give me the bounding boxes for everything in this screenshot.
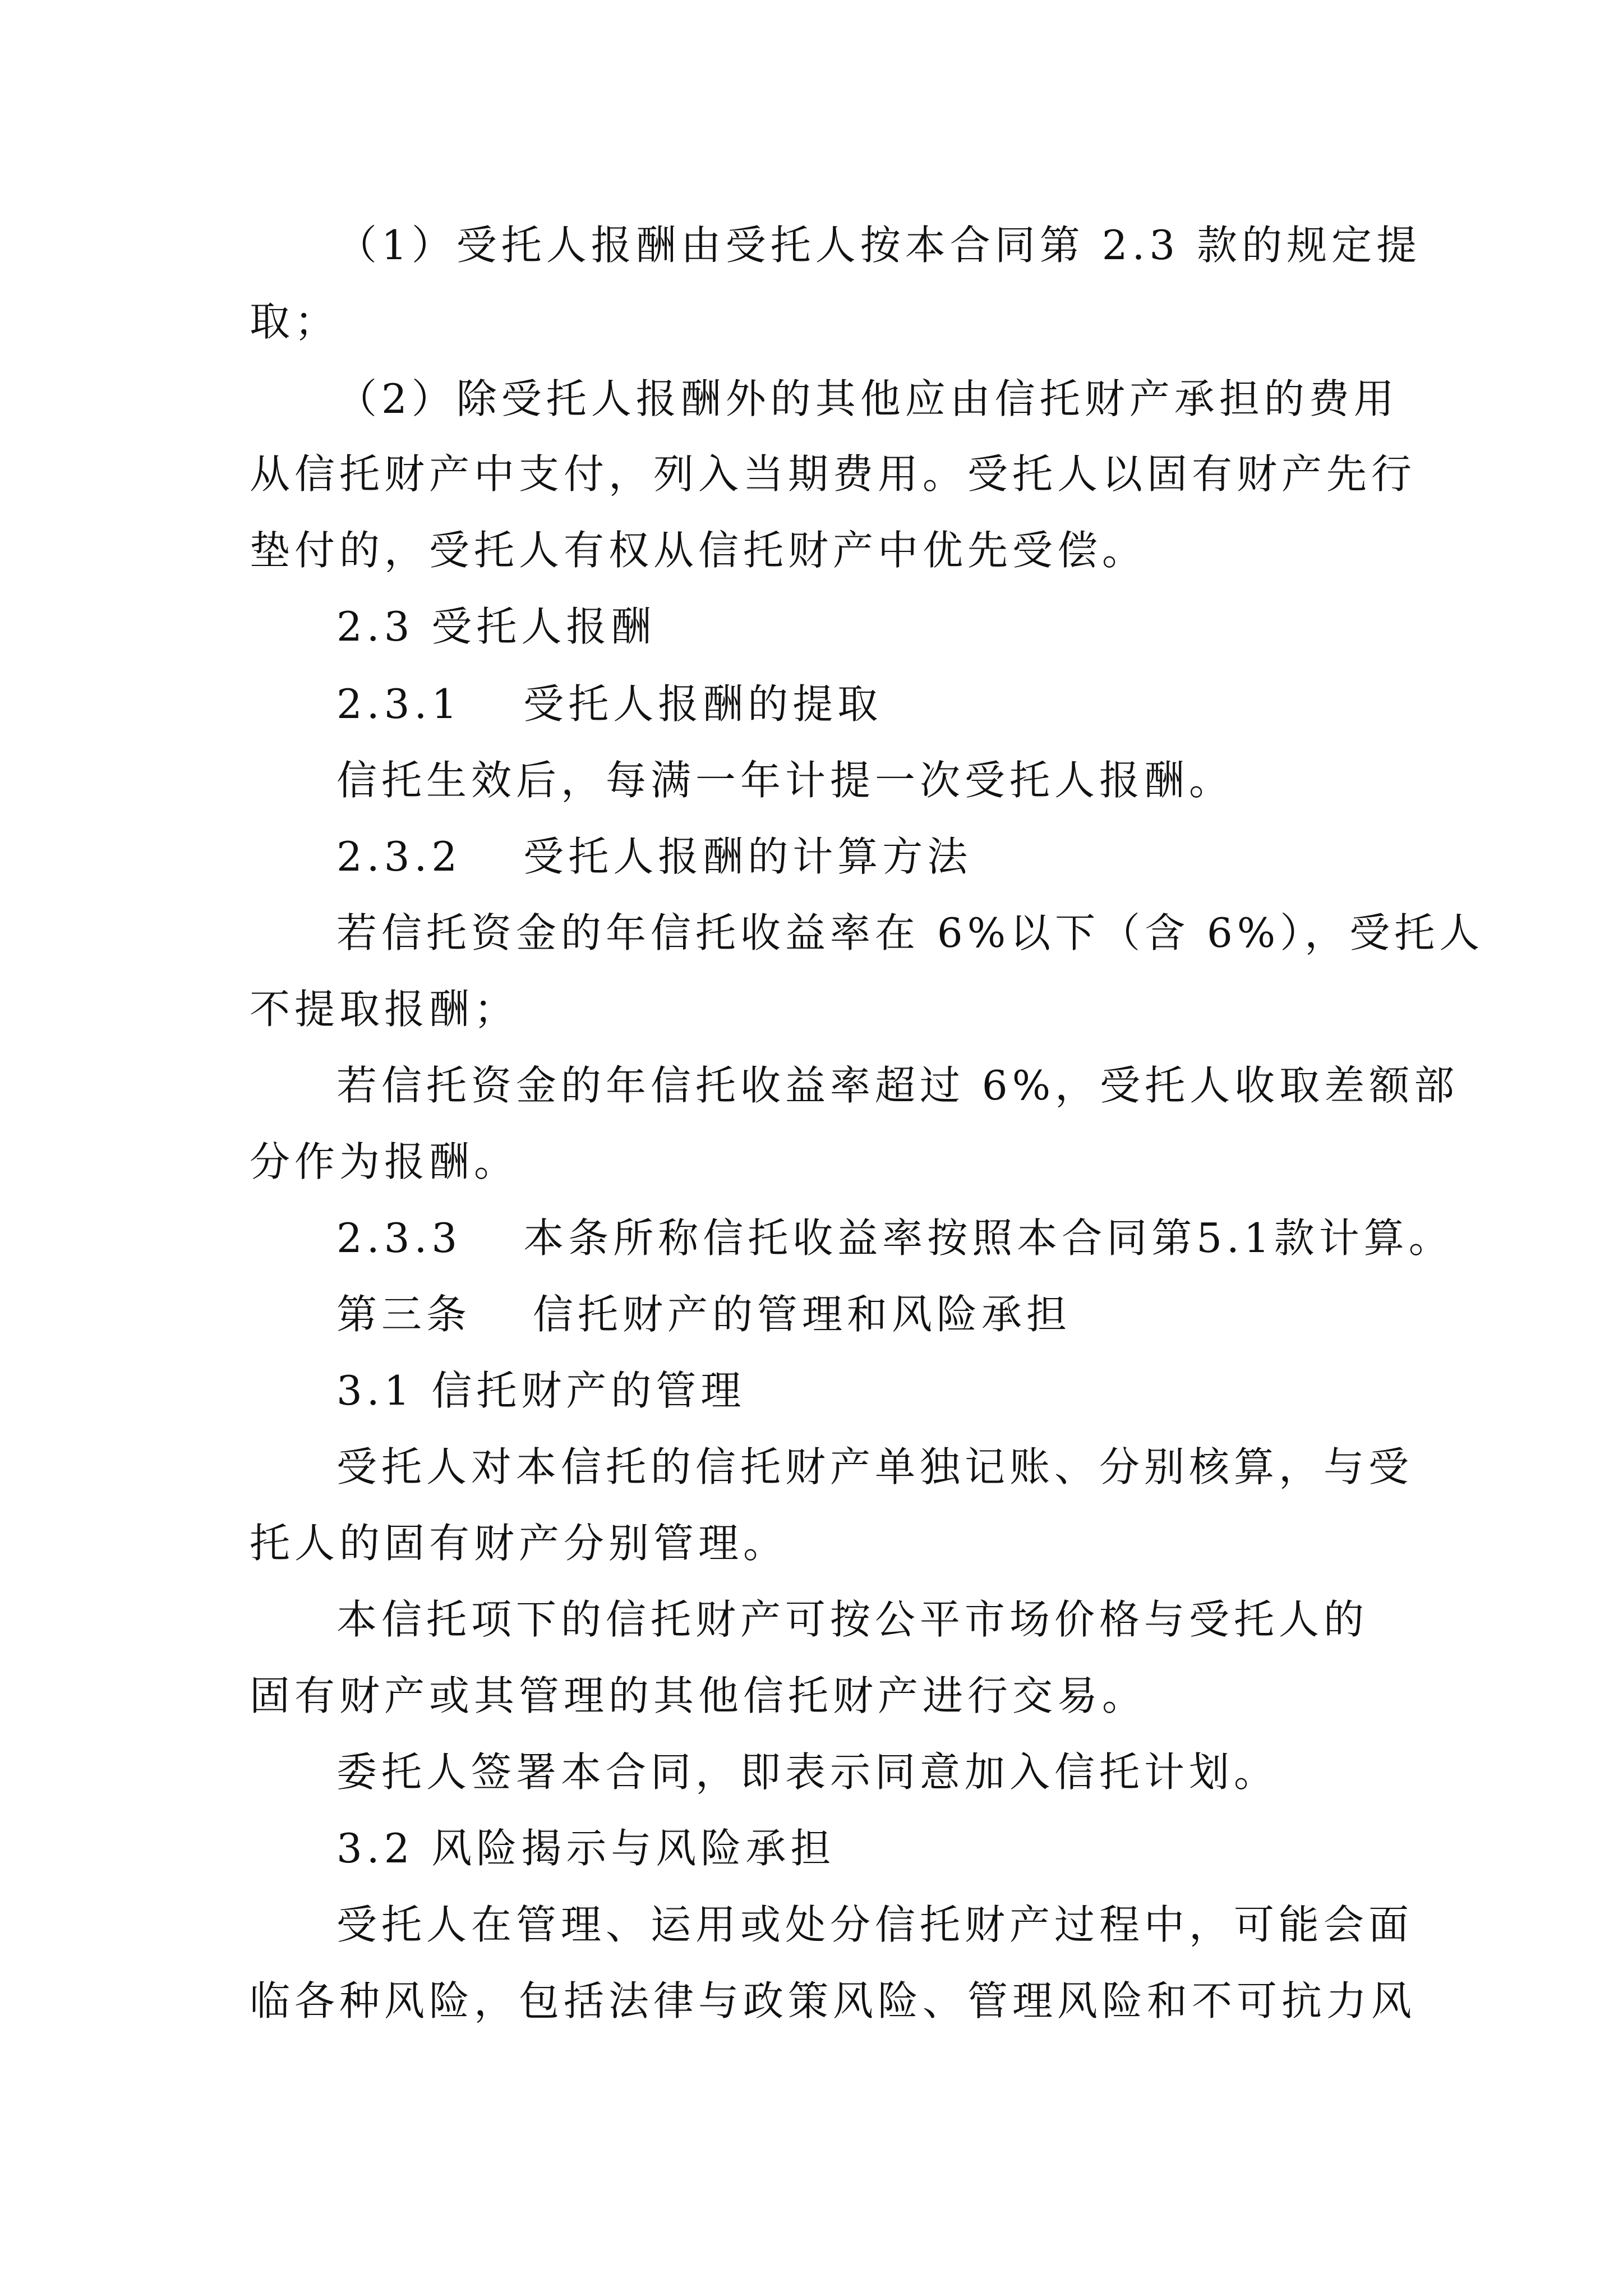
paragraph-line: 分作为报酬。 bbox=[250, 1138, 519, 1185]
paragraph-line: 固有财产或其管理的其他信托财产进行交易。 bbox=[250, 1672, 1147, 1719]
paragraph-line: 从信托财产中支付，列入当期费用。受托人以固有财产先行 bbox=[250, 450, 1417, 498]
paragraph-line: 不提取报酬； bbox=[250, 986, 519, 1033]
article-number: 第三条 bbox=[336, 1291, 472, 1338]
subsection-title: 受托人报酬的计算方法 bbox=[523, 833, 972, 880]
paragraph-line: 受托人对本信托的信托财产单独记账、分别核算，与受 bbox=[336, 1443, 1414, 1490]
paragraph-line: 信托生效后，每满一年计提一次受托人报酬。 bbox=[336, 757, 1234, 804]
paragraph-line: （1）受托人报酬由受托人按本合同第 2.3 款的规定提 bbox=[336, 222, 1422, 269]
subsection-number: 2.3.2 bbox=[336, 833, 462, 880]
section-heading: 2.3 受托人报酬 bbox=[336, 603, 656, 650]
subsection-number: 2.3.3 bbox=[336, 1214, 462, 1262]
paragraph-line: 取； bbox=[250, 298, 340, 345]
paragraph-line: 若信托资金的年信托收益率超过 6%，受托人收取差额部 bbox=[336, 1062, 1459, 1109]
paragraph-line: 受托人在管理、运用或处分信托财产过程中，可能会面 bbox=[336, 1901, 1414, 1948]
subsection-number: 2.3.1 bbox=[336, 680, 462, 728]
paragraph-line: 垫付的，受托人有权从信托财产中优先受偿。 bbox=[250, 527, 1147, 574]
paragraph-line: 委托人签署本合同，即表示同意加入信托计划。 bbox=[336, 1749, 1279, 1796]
paragraph-line: 临各种风险，包括法律与政策风险、管理风险和不可抗力风 bbox=[250, 1977, 1417, 2024]
subsection-heading bbox=[336, 831, 972, 882]
subsection-heading bbox=[336, 679, 882, 729]
paragraph-line: （2）除受托人报酬外的其他应由信托财产承担的费用 bbox=[336, 375, 1399, 422]
paragraph-line: 托人的固有财产分别管理。 bbox=[250, 1520, 789, 1567]
subsection-title: 本条所称信托收益率按照本合同第5.1款计算。 bbox=[523, 1214, 1454, 1262]
section-heading: 3.1 信托财产的管理 bbox=[336, 1367, 746, 1414]
section-heading: 3.2 风险揭示与风险承担 bbox=[336, 1825, 836, 1872]
article-title: 信托财产的管理和风险承担 bbox=[533, 1291, 1072, 1338]
subsection-title: 受托人报酬的提取 bbox=[523, 680, 883, 728]
paragraph-line: 本信托项下的信托财产可按公平市场价格与受托人的 bbox=[336, 1596, 1369, 1643]
subsection-heading bbox=[336, 1213, 1454, 1263]
article-heading bbox=[336, 1289, 1071, 1340]
paragraph-line: 若信托资金的年信托收益率在 6%以下（含 6%），受托人 bbox=[336, 909, 1484, 956]
